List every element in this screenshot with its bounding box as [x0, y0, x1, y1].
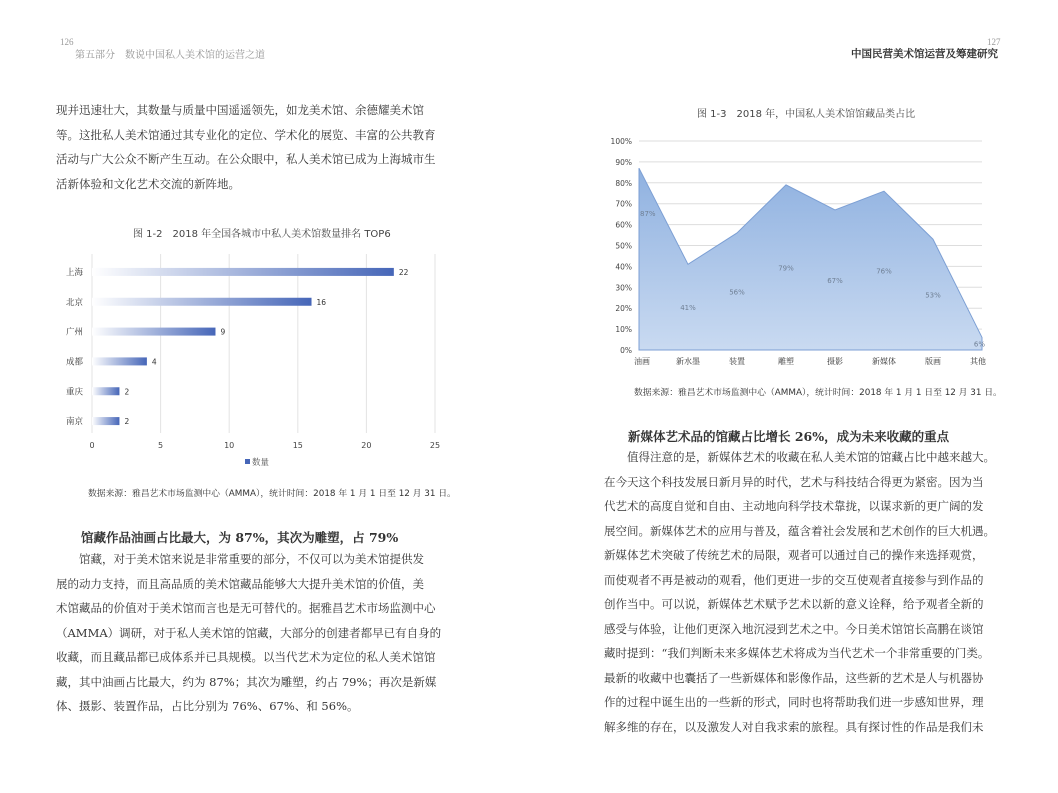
y-tick-label: 70%	[615, 199, 632, 209]
category-label: 重庆	[66, 387, 84, 398]
category-label: 装置	[729, 357, 745, 366]
y-tick-label: 10%	[615, 325, 632, 335]
left-page-number: 126	[60, 37, 74, 47]
text-line: 等。这批私人美术馆通过其专业化的定位、学术化的展览、丰富的公共教育	[56, 127, 436, 142]
text-line: （AMMA）调研，对于私人美术馆的馆藏，大部分的创建者都早已有自身的	[56, 625, 442, 640]
x-tick-label: 10	[224, 441, 235, 450]
bar-重庆	[92, 387, 119, 395]
category-label: 版画	[925, 357, 941, 366]
category-label: 成都	[66, 357, 84, 368]
x-tick-label: 0	[89, 441, 95, 450]
x-tick-label: 5	[158, 441, 164, 450]
text-line: 而使观者不再是被动的观看，他们更进一步的交互使观者直接参与到作品的	[604, 572, 984, 587]
text-line: 现并迅速壮大，其数量与质量中国遥遥领先，如龙美术馆、余德耀美术馆	[56, 103, 424, 117]
bar-chart	[56, 248, 456, 473]
category-label: 雕塑	[778, 357, 794, 366]
bar-北京	[92, 298, 312, 306]
bar-chart-legend	[245, 457, 270, 468]
category-label: 北京	[66, 297, 84, 308]
text-line: 最新的收藏中也囊括了一些新媒体和影像作品，这些新的艺术是人与机器协	[604, 670, 984, 685]
figure-1-3-caption: 图 1-3 2018 年，中国私人美术馆馆藏品类占比	[697, 109, 916, 120]
y-tick-label: 60%	[615, 220, 632, 230]
figure-1-3-source: 数据来源：雅昌艺术市场监测中心（AMMA），统计时间：2018 年 1 月 1 日至 12 月 31 日。	[634, 388, 1002, 398]
category-label: 其他	[970, 357, 986, 366]
category-label: 南京	[66, 417, 84, 428]
text-line: 创作当中。可以说，新媒体艺术赋予艺术以新的意义诠释，给予观者全新的	[604, 597, 984, 611]
bar-chart-category-labels	[66, 267, 84, 427]
bar-成都	[92, 357, 147, 365]
data-label: 56%	[729, 288, 745, 297]
category-label: 上海	[66, 267, 84, 278]
text-line: 体、摄影、装置作品，占比分别为 76%、67%、和 56%。	[56, 699, 359, 713]
bar-chart-gridlines	[92, 254, 435, 433]
category-label: 油画	[634, 357, 650, 366]
left-section-heading: 馆藏作品油画占比最大，为 87%，其次为雕塑，占 79%	[81, 530, 399, 545]
bar-南京	[92, 417, 119, 425]
text-line: 术馆藏品的价值对于美术馆而言也是无可替代的。据雅昌艺术市场监测中心	[56, 601, 436, 615]
data-label: 79%	[778, 264, 794, 273]
y-tick-label: 40%	[615, 262, 632, 272]
category-label: 广州	[66, 327, 84, 338]
text-line: 活新体验和文化艺术交流的新阵地。	[56, 176, 240, 191]
bar-广州	[92, 328, 215, 336]
text-line: 藏，其中油画占比最大，约为 87%；其次为雕塑，约占 79%；再次是新媒	[56, 674, 437, 689]
text-line: 值得注意的是，新媒体艺术的收藏在私人美术馆的馆藏占比中越来越大。	[627, 450, 995, 464]
legend-swatch	[245, 459, 250, 464]
bar-chart-bars	[92, 268, 394, 425]
area-chart-y-ticks	[611, 137, 632, 355]
left-intro-paragraph	[56, 98, 461, 196]
right-section-heading: 新媒体艺术品的馆藏占比增长 26%，成为未来收藏的重点	[628, 429, 950, 444]
y-tick-label: 0%	[620, 346, 632, 355]
y-tick-label: 20%	[615, 304, 632, 314]
area-chart	[605, 130, 1000, 375]
y-tick-label: 30%	[615, 283, 632, 293]
text-line: 解多维的存在，以及激发人对自我求索的旅程。具有探讨性的作品是我们未	[604, 719, 984, 734]
y-tick-label: 100%	[610, 137, 632, 146]
data-label: 22	[398, 267, 409, 277]
text-line: 展空间。新媒体艺术的应用与普及，蕴含着社会发展和艺术创作的巨大机遇。	[604, 523, 995, 538]
data-label: 2	[124, 387, 130, 397]
category-label: 新水墨	[676, 357, 700, 366]
y-tick-label: 90%	[615, 157, 632, 167]
data-label: 6%	[973, 340, 985, 349]
data-label: 9	[220, 327, 226, 337]
figure-1-2-caption: 图 1-2 2018 年全国各城市中私人美术馆数量排名 TOP6	[133, 229, 391, 240]
area-chart-category-labels	[634, 356, 986, 366]
bar-上海	[92, 268, 394, 276]
data-label: 16	[316, 297, 327, 307]
legend-label: 数量	[252, 458, 270, 468]
text-line: 在今天这个科技发展日新月异的时代，艺术与科技结合得更为紧密。因为当	[604, 474, 984, 489]
x-tick-label: 20	[361, 441, 372, 450]
data-label: 67%	[827, 276, 843, 285]
data-label: 41%	[680, 304, 696, 313]
data-label: 76%	[876, 267, 892, 276]
text-line: 代艺术的高度自觉和自由、主动地向科学技术靠拢，以谋求新的更广阔的发	[604, 499, 984, 513]
left-body-paragraph	[56, 547, 461, 719]
text-line: 活动与广大公众不断产生互动。在公众眼中，私人美术馆已成为上海城市生	[56, 152, 436, 166]
data-label: 4	[151, 357, 157, 367]
text-line: 藏时提到：“我们判断未来多媒体艺术将成为当代艺术一个非常重要的门类。	[604, 646, 990, 660]
text-line: 作的过程中诞生出的一些新的形式，同时也将帮助我们进一步感知世界，理	[604, 695, 984, 709]
data-label: 87%	[640, 210, 656, 219]
right-body-paragraph	[604, 445, 1004, 739]
x-tick-label: 15	[292, 441, 303, 450]
text-line: 感受与体验，让他们更深入地沉浸到艺术之中。今日美术馆馆长高鹏在谈馆	[604, 621, 984, 636]
text-line: 馆藏，对于美术馆来说是非常重要的部分，不仅可以为美术馆提供发	[79, 552, 424, 566]
data-label: 53%	[925, 291, 941, 300]
figure-1-2-source: 数据来源：雅昌艺术市场监测中心（AMMA），统计时间：2018 年 1 月 1 日至 12 月 31 日。	[88, 489, 456, 499]
left-running-header: 第五部分 数说中国私人美术馆的运营之道	[75, 50, 265, 61]
right-running-header: 中国民营美术馆运营及筹建研究	[851, 48, 998, 60]
area-series	[639, 168, 982, 350]
text-line: 收藏，而且藏品都已成体系并已具规模。以当代艺术为定位的私人美术馆馆	[56, 650, 436, 664]
bar-chart-x-ticks	[89, 441, 440, 450]
right-page-number: 127	[987, 37, 1001, 47]
category-label: 新媒体	[872, 357, 896, 366]
text-line: 新媒体艺术突破了传统艺术的局限，观者可以通过自己的操作来选择观赏，	[604, 548, 984, 562]
y-tick-label: 50%	[615, 241, 632, 251]
category-label: 摄影	[827, 357, 843, 366]
text-line: 展的动力支持，而且高品质的美术馆藏品能够大大提升美术馆的价值，美	[56, 576, 424, 591]
x-tick-label: 25	[429, 441, 441, 450]
data-label: 2	[124, 417, 130, 427]
y-tick-label: 80%	[615, 178, 632, 188]
